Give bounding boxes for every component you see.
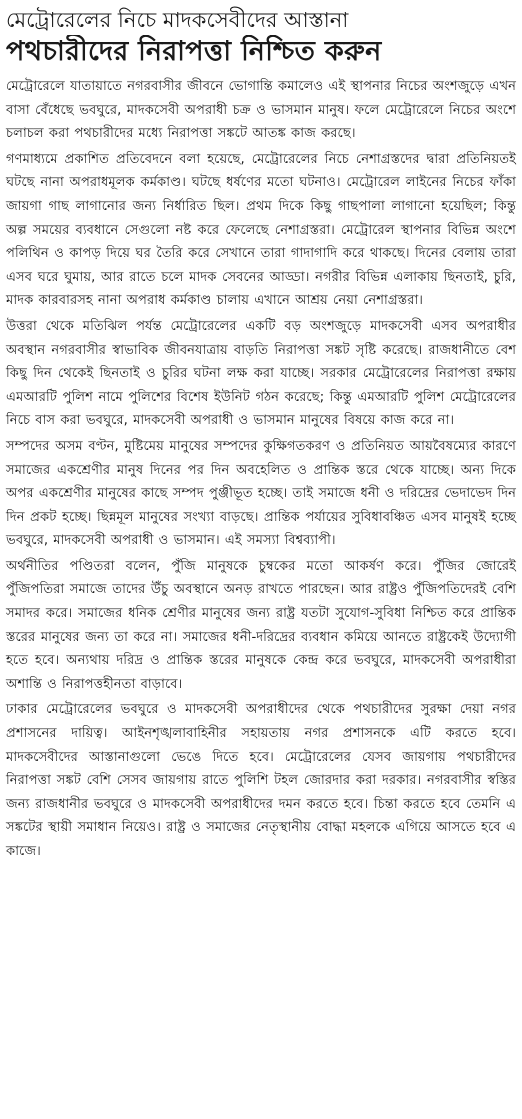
article-headline: পথচারীদের নিরাপত্তা নিশ্চিত করুন: [6, 36, 382, 67]
article-paragraph-6: ঢাকার মেট্রোরেলের ভবঘুরে ও মাদকসেবী অপরাধীদের থেকে পথচারীদের সুরক্ষা দেয়া নগর প্রশাসনের দায়িত্ব। আইনশৃঙ্খলাবাহিনীর সহায়তায় নগর প্রশাসনকে এটি করতে হবে। মাদকসেবীদের আস্তানাগুলো ভেঙে দিতে হবে। মেট্রোরেলের যেসব জায়গায় পথচারীদের নিরাপত্তা সঙ্কট বেশি সেসব জায়গায় রাতে পুলিশি টহল জোরদার করা দরকার। নগরবাসীর স্বস্তির জন্য রাজধানীর ভবঘুরে ও মাদকসেবী অপরাধীদের দমন করতে হবে। চিন্তা করতে হবে তেমনি এ সঙ্কটের স্থায়ী সমাধান নিয়েও। রাষ্ট্র ও সমাজের নেতৃস্থানীয় বোদ্ধা মহলকে এগিয়ে আসতে হবে এ কাজে।: [6, 702, 516, 859]
article-paragraph-2: গণমাধ্যমে প্রকাশিত প্রতিবেদনে বলা হয়েছে, মেট্রোরেলের নিচে নেশাগ্রস্তদের দ্বারা প্রতিনিয়তই ঘটছে নানা অপরাধমূলক কর্মকাণ্ড। ঘটছে ধর্ষণের মতো ঘটনাও। মেট্রোরেল লাইনের নিচের ফাঁকা জায়গা গাছ লাগানোর জন্য নির্ধারিত ছিল। প্রথম দিকে কিছু গাছপালা লাগানো হয়েছিল; কিন্তু অল্প সময়ের ব্যবধানে সেগুলো নষ্ট করে ফেলেছে নেশাগ্রস্তরা। মেট্রোরেল স্থাপনার বিভিন্ন অংশে পলিথিন ও কাপড় দিয়ে ঘর তৈরি করে সেখানে তারা গাদাগাদি করে থাকছে। দিনের বেলায় তারা এসব ঘরে ঘুমায়, আর রাতে চলে মাদক সেবনের আড্ডা। নগরীর বিভিন্ন এলাকায় ছিনতাই, চুরি, মাদক কারবারসহ নানা অপরাধ কর্মকাণ্ড চালায় এখানে আশ্রয় নেয়া নেশাগ্রস্তরা।: [6, 151, 516, 309]
article-paragraph-1: মেট্রোরেলে যাতায়াতে নগরবাসীর জীবনে ভোগান্তি কমালেও এই স্থাপনার নিচের অংশজুড়ে এখন বাসা বেঁধেছে ভবঘুরে, মাদকসেবী অপরাধী চক্র ও ভাসমান মানুষ। ফলে মেট্রোরেলে নিচের অংশে চলাচল করা পথচারীদের মধ্যে নিরাপত্তা সঙ্কটে আতঙ্ক কাজ করছে।: [6, 79, 516, 142]
article-paragraph-3: উত্তরা থেকে মতিঝিল পর্যন্ত মেট্রোরেলের একটি বড় অংশজুড়ে মাদকসেবী এসব অপরাধীর অবস্থান নগরবাসীর স্বাভাবিক জীবনযাত্রায় বাড়তি নিরাপত্তা সঙ্কট সৃষ্টি করেছে। রাজধানীতে বেশ কিছু দিন থেকেই ছিনতাই ও চুরির ঘটনা লক্ষ করা যাচ্ছে। সরকার মেট্রোরেলের নিরাপত্তা রক্ষায় এমআরটি পুলিশ নামে পুলিশের বিশেষ ইউনিট গঠন করেছে; কিন্তু এমআরটি পুলিশ মেট্রোরেলের নিচে বাস করা ভবঘুরে, মাদকসেবী অপরাধী ও ভাসমান মানুষের বিষয়ে কাজ করে না।: [6, 318, 516, 429]
article-paragraph-4: সম্পদের অসম বণ্টন, মুষ্টিমেয় মানুষের সম্পদের কুক্ষিগতকরণ ও প্রতিনিয়ত আয়বৈষম্যের কারণে সমাজের একশ্রেণীর মানুষ দিনের পর দিন অবহেলিত ও প্রান্তিক স্তরে থেকে যাচ্ছে। অন্য দিকে অপর একশ্রেণীর মানুষের কাছে সম্পদ পুঞ্জীভূত হচ্ছে। তাই সমাজে ধনী ও দরিদ্রের ভেদাভেদ দিন দিন প্রকট হচ্ছে। ছিন্নমূল মানুষের সংখ্যা বাড়ছে। প্রান্তিক পর্যায়ের সুবিধাবঞ্চিত এসব মানুষই হচ্ছে ভবঘুরে, মাদকসেবী অপরাধী ও ভাসমান। এই সমস্যা বিশ্বব্যাপী।: [6, 438, 516, 549]
article-kicker: মেট্রোরেলের নিচে মাদকসেবীদের আস্তানা: [6, 8, 349, 32]
article-body: [6, 75, 516, 864]
article-paragraph-5: অর্থনীতির পণ্ডিতরা বলেন, পুঁজি মানুষকে চুম্বকের মতো আকর্ষণ করে। পুঁজির জোরেই পুঁজিপতিরা সমাজে তাদের উঁচু অবস্থানে অনড় রাখতে পারছেন। আর রাষ্ট্রও পুঁজিপতিদেরই বেশি সমাদর করে। সমাজের ধনিক শ্রেণীর মানুষের জন্য রাষ্ট্র যতটা সুযোগ-সুবিধা নিশ্চিত করে প্রান্তিক স্তরের মানুষের জন্য তা করে না। সমাজের ধনী-দরিদ্রের ব্যবধান কমিয়ে আনতে রাষ্ট্রকেই উদ্যোগী হতে হবে। অন্যথায় দরিদ্র ও প্রান্তিক স্তরের মানুষকে কেন্দ্র করে ভবঘুরে, মাদকসেবী অপরাধীরা অশান্তি ও নিরাপত্তহীনতা বাড়াবে।: [6, 558, 516, 692]
